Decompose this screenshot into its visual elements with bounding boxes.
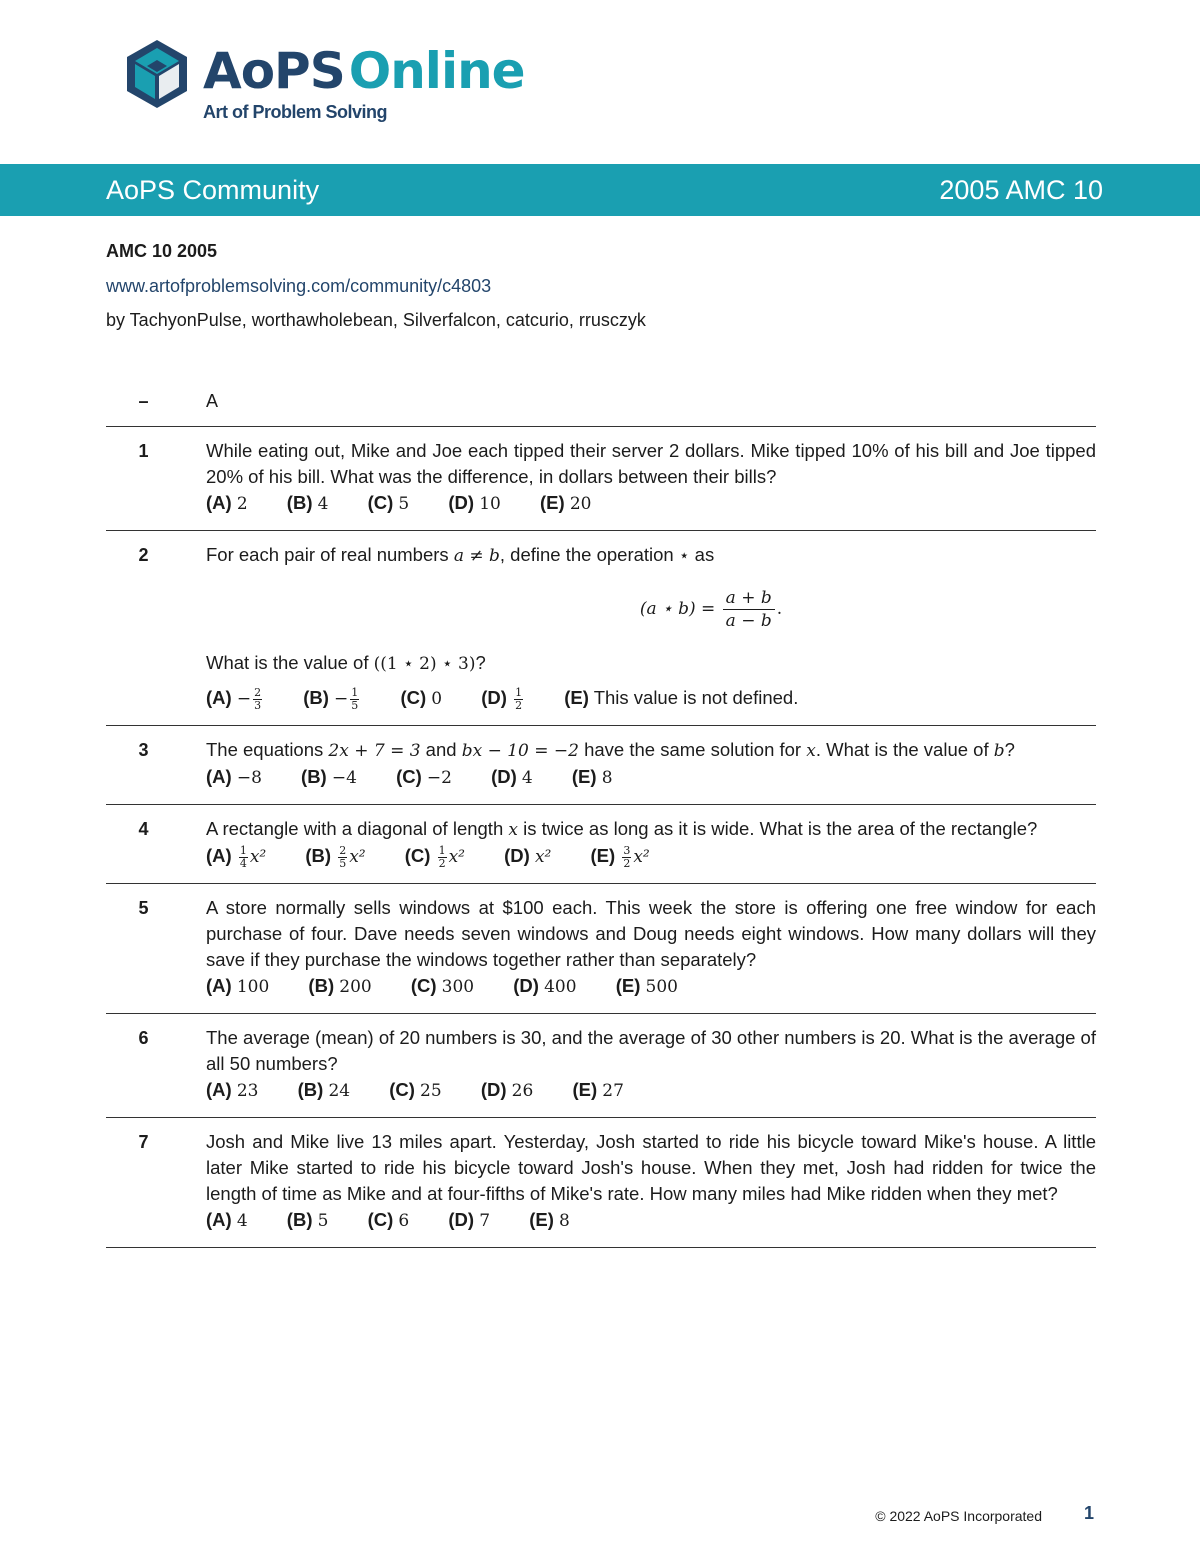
problem-row [106, 1118, 1096, 1248]
choice-b: (B) 4 [286, 492, 329, 514]
problem-body [206, 542, 1096, 712]
choice-c: (C) 0 [400, 687, 443, 709]
aops-cube-icon [125, 38, 189, 110]
choice-e: (E) 500 [615, 975, 678, 997]
math-expression: a ≠ b [453, 546, 500, 566]
community-link[interactable]: www.artofproblemsolving.com/community/c4803 [106, 276, 492, 296]
problem-row [106, 805, 1096, 884]
problem-question: What is the value of ((1 ⋆ 2) ⋆ 3)? [206, 652, 486, 674]
choice-a: (A) $\frac{1}{4}$ x² [206, 843, 267, 870]
problem-number: 4 [138, 819, 149, 839]
choice-d: (D) 7 [448, 1209, 491, 1231]
choice-e: (E) $\frac{3}{2}$ x² [590, 843, 650, 870]
problem-number: 6 [138, 1028, 149, 1048]
choice-e: (E) 20 [540, 492, 592, 514]
choice-b: (B) − $\frac{1}{5}$ [303, 685, 359, 712]
problem-row [106, 726, 1096, 805]
answer-choices [206, 685, 1096, 712]
choice-b: (B) 5 [286, 1209, 329, 1231]
choice-a: (A) 100 [206, 975, 270, 997]
problem-text: For each pair of real numbers a ≠ b, define the operation ⋆ as [206, 544, 715, 566]
choice-a: (A) 23 [206, 1079, 259, 1101]
problem-body [206, 895, 1096, 1000]
problem-row [106, 531, 1096, 726]
choice-d: (D) 4 [491, 766, 533, 788]
choice-c: (C) 6 [367, 1209, 410, 1231]
choice-d: (D) 400 [513, 975, 577, 997]
problem-number: 3 [138, 740, 149, 760]
answer-choices [206, 1207, 1096, 1234]
choice-e: (E) 8 [571, 766, 613, 788]
problem-text: Josh and Mike live 13 miles apart. Yesterday, Josh started to ride his bicycle toward Mike's house. A little later Mike started to ride his bicycle toward Josh's house. When they met, Josh had ridden for twice the length of time as Mike and at four-fifths of Mike's rate. How many miles had Mike ridden when they met? [206, 1131, 1096, 1204]
choice-b: (B) −4 [301, 766, 357, 788]
choice-d: (D) 10 [448, 492, 501, 514]
problem-row [106, 884, 1096, 1014]
choice-b: (B) 24 [297, 1079, 351, 1101]
choice-a: (A) 2 [206, 492, 248, 514]
banner-contest: 2005 AMC 10 [939, 175, 1103, 205]
problem-number: 7 [138, 1132, 149, 1152]
problem-body [206, 438, 1096, 517]
choice-c: (C) −2 [396, 766, 452, 788]
choice-c: (C) 25 [389, 1079, 442, 1101]
problem-text: A rectangle with a diagonal of length x is twice as long as it is wide. What is the area of the rectangle? [206, 818, 1038, 840]
problem-body [206, 1025, 1096, 1104]
choice-b: (B) 200 [308, 975, 372, 997]
section-label: A [206, 391, 219, 411]
display-equation: (a ⋆ b) = $\frac{a + b}{a - b}$ . [639, 588, 783, 631]
math-expression: ((1 ⋆ 2) ⋆ 3) [373, 654, 476, 674]
logo-wordmark [203, 42, 525, 100]
answer-choices [206, 843, 1096, 870]
answer-choices [206, 1077, 1096, 1104]
page-number: 1 [1084, 1503, 1095, 1523]
answer-choices [206, 973, 1096, 1000]
banner-community: AoPS Community [106, 175, 320, 205]
choice-a: (A) − $\frac{2}{3}$ [206, 685, 262, 712]
copyright-footer: © 2022 AoPS Incorporated [875, 1508, 1042, 1524]
document-title: AMC 10 2005 [106, 241, 218, 261]
header-banner [0, 164, 1200, 216]
problem-body [206, 737, 1096, 791]
problem-text: A store normally sells windows at $100 each. This week the store is offering one free window for each purchase of four. Dave needs seven windows and Doug needs eight windows. How many dollars will they save if they purchase the windows together rather than separately? [206, 897, 1096, 970]
problem-row [106, 1014, 1096, 1118]
problem-number: 2 [138, 545, 149, 565]
choice-d: (D) x² [504, 845, 552, 867]
problem-text: The average (mean) of 20 numbers is 30, and the average of 30 other numbers is 20. What is the average of all 50 numbers? [206, 1027, 1096, 1074]
logo-brand: AoPS [203, 42, 345, 100]
problem-number: 5 [138, 898, 149, 918]
problem-text: The equations 2x + 7 = 3 and bx − 10 = −2 have the same solution for x. What is the value of b? [206, 739, 1015, 761]
choice-c: (C) 300 [410, 975, 475, 997]
choice-c: (C) $\frac{1}{2}$ x² [404, 843, 465, 870]
problem-body [206, 1129, 1096, 1234]
problem-row [106, 427, 1096, 531]
choice-e: (E) This value is not defined. [564, 687, 799, 708]
problem-text: While eating out, Mike and Joe each tipped their server 2 dollars. Mike tipped 10% of his bill and Joe tipped 20% of his bill. What was the difference, in dollars between their bills? [206, 440, 1096, 487]
authors-line: by TachyonPulse, worthawholebean, Silverfalcon, catcurio, rrusczyk [106, 310, 646, 330]
section-row [106, 384, 1096, 427]
choice-e: (E) 27 [572, 1079, 624, 1101]
fraction: $\frac{a + b}{a - b}$ [723, 587, 775, 632]
choice-e: (E) 8 [529, 1209, 570, 1231]
problem-body [206, 816, 1096, 870]
logo-product: Online [348, 42, 525, 100]
choice-a: (A) 4 [206, 1209, 248, 1231]
problem-number: 1 [138, 441, 149, 461]
answer-choices [206, 490, 1096, 517]
problems-table [106, 384, 1096, 1248]
math-expression: ⋆ [678, 546, 690, 566]
choice-a: (A) −8 [206, 766, 262, 788]
choice-d: (D) 26 [480, 1079, 534, 1101]
answer-choices [206, 764, 1096, 791]
choice-d: (D) $\frac{1}{2}$ [481, 685, 523, 712]
section-dash: – [138, 391, 149, 411]
logo-tagline: Art of Problem Solving [203, 102, 388, 122]
choice-b: (B) $\frac{2}{5}$ x² [305, 843, 366, 870]
choice-c: (C) 5 [367, 492, 410, 514]
